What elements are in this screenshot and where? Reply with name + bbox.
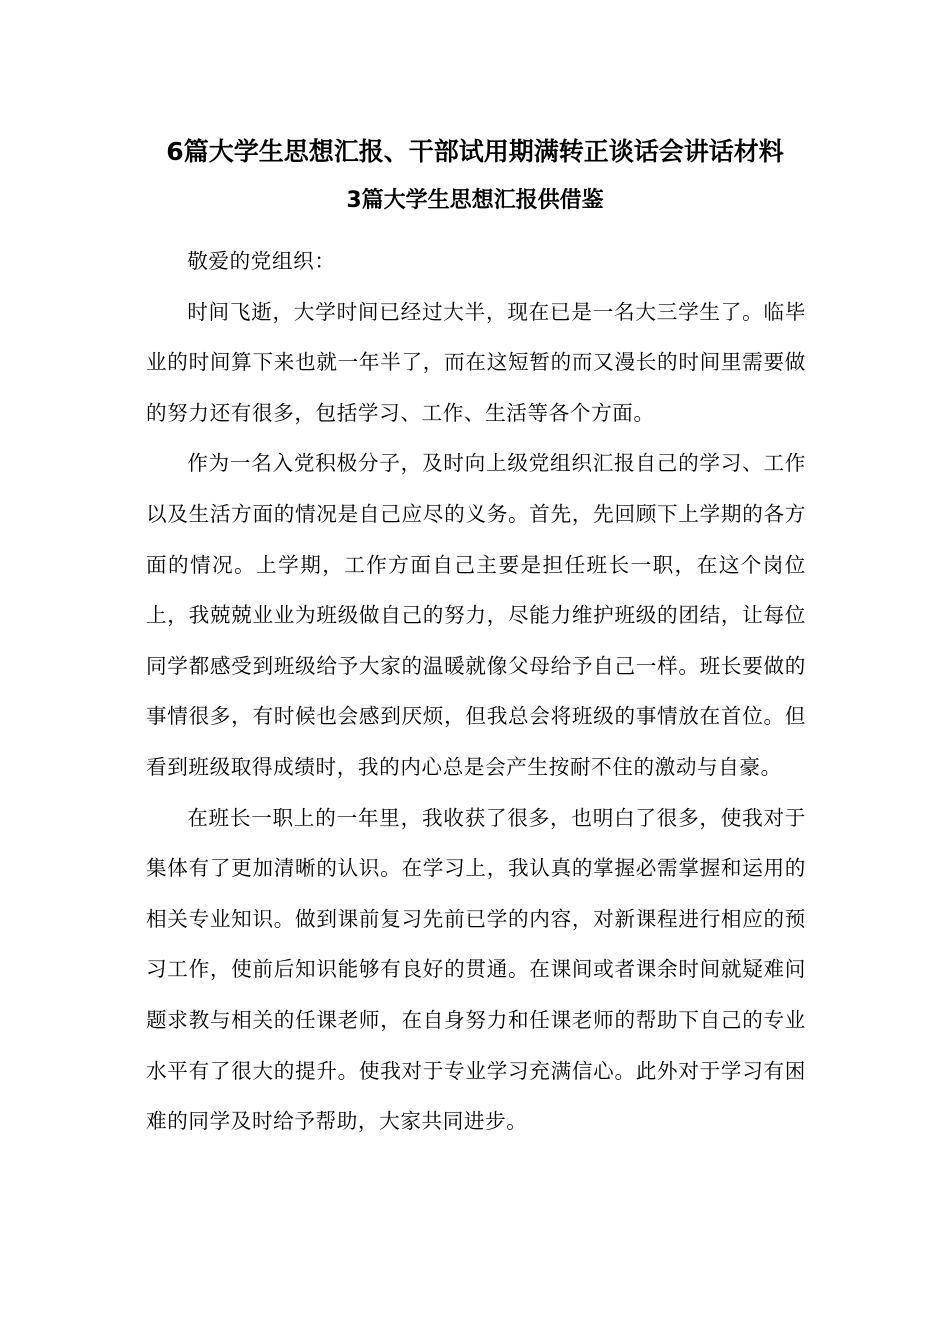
document-body [146,236,806,1147]
salutation: 敬爱的党组织： [187,249,336,273]
document-title: 6篇大学生思想汇报、干部试用期满转正谈话会讲话材料 [166,137,784,166]
paragraph-2: 作为一名入党积极分子，及时向上级党组织汇报自己的学习、工作以及生活方面的情况是自己应尽的义务。首先，先回顾下上学期的各方面的情况。上学期，工作方面自己主要是担任班长一职，在这个岗位上，我兢兢业业为班级做自己的努力，尽能力维护班级的团结，让每位同学都感受到班级给予大家的温暖就像父母给予自己一样。班长要做的事情很多，有时候也会感到厌烦，但我总会将班级的事情放在首位。但看到班级取得成绩时，我的内心总是会产生按耐不住的激动与自豪。 [146,451,806,779]
paragraph-1: 时间飞逝，大学时间已经过大半，现在已是一名大三学生了。临毕业的时间算下来也就一年半了，而在这短暂的而又漫长的时间里需要做的努力还有很多，包括学习、工作、生活等各个方面。 [146,299,806,425]
paragraph-3: 在班长一职上的一年里，我收获了很多，也明白了很多，使我对于集体有了更加清晰的认识。在学习上，我认真的掌握必需掌握和运用的相关专业知识。做到课前复习先前已学的内容，对新课程进行相应的预习工作，使前后知识能够有良好的贯通。在课间或者课余时间就疑难问题求教与相关的任课老师，在自身努力和任课老师的帮助下自己的专业水平有了很大的提升。使我对于专业学习充满信心。此外对于学习有困难的同学及时给予帮助，大家共同进步。 [146,805,806,1134]
document-subtitle: 3篇大学生思想汇报供借鉴 [346,188,604,213]
